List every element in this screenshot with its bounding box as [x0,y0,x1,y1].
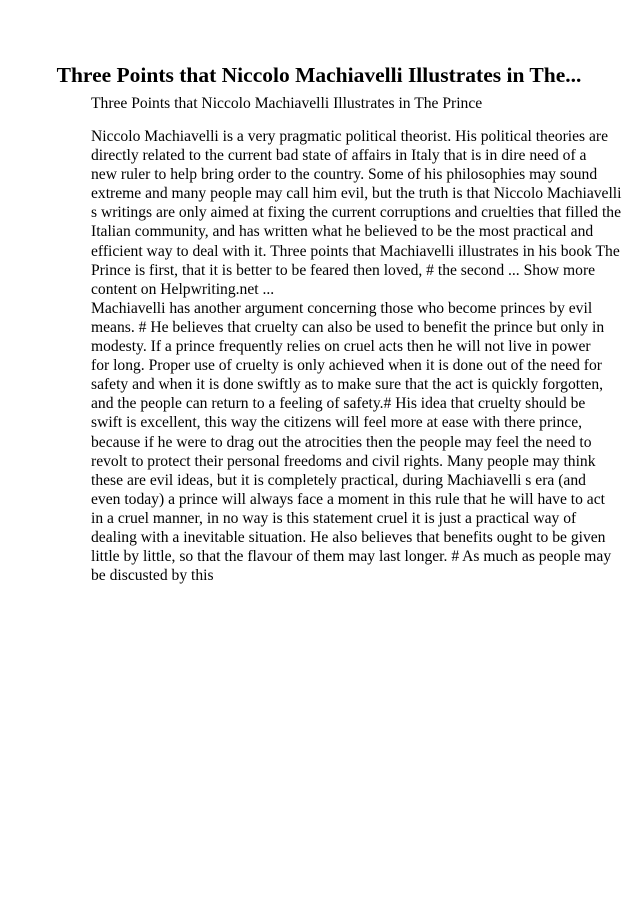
body-line: means. # He believes that cruelty can also be used to benefit the prince but only in [91,318,605,336]
document-subtitle: Three Points that Niccolo Machiavelli Illustrates in The Prince [91,95,483,112]
body-line: swift is excellent, this way the citizens will feel more at ease with there prince, [91,414,583,432]
body-line: dealing with a inevitable situation. He also believes that benefits ought to be given [91,528,606,546]
document-body [91,127,621,585]
body-line: s writings are only aimed at fixing the current corruptions and cruelties that filled the [91,204,622,222]
body-line: in a cruel manner, in no way is this statement cruel it is just a practical way of [91,509,577,527]
body-line: for long. Proper use of cruelty is only achieved when it is done out of the need for [91,357,602,375]
body-line: directly related to the current bad state of affairs in Italy that is in dire need of a [91,147,587,165]
body-line: new ruler to help bring order to the country. Some of his philosophies may sound [91,166,598,184]
body-line: Machiavelli has another argument concerning those who become princes by evil [91,299,593,317]
body-line: these are evil ideas, but it is completely practical, during Machiavelli s era (and [91,471,586,489]
body-line: even today) a prince will always face a moment in this rule that he will have to act [91,490,605,508]
body-line: extreme and many people may call him evil, but the truth is that Niccolo Machiavelli [91,185,622,203]
body-line: be discusted by this [91,567,214,585]
body-line: revolt to protect their personal freedoms and civil rights. Many people may think [91,452,596,470]
body-line: little by little, so that the flavour of them may last longer. # As much as people may [91,548,612,566]
body-line: Prince is first, that it is better to be feared then loved, # the second ... Show more [91,261,596,279]
body-line: Italian community, and has written what he believed to be the most practical and [91,223,594,241]
body-line: because if he were to drag out the atrocities then the people may feel the need to [91,433,592,451]
body-line: Niccolo Machiavelli is a very pragmatic political theorist. His political theories are [91,128,609,145]
body-line: and the people can return to a feeling of safety.# His idea that cruelty should be [91,395,586,413]
body-line: safety and when it is done swiftly as to make sure that the act is quickly forgotten, [91,376,604,394]
body-line: modesty. If a prince frequently relies on cruel acts then he will not live in power [91,338,591,356]
document-title: Three Points that Niccolo Machiavelli Illustrates in The... [56,63,582,87]
body-line: content on Helpwriting.net ... [91,280,275,298]
body-line: efficient way to deal with it. Three points that Machiavelli illustrates in his book The [91,242,620,260]
